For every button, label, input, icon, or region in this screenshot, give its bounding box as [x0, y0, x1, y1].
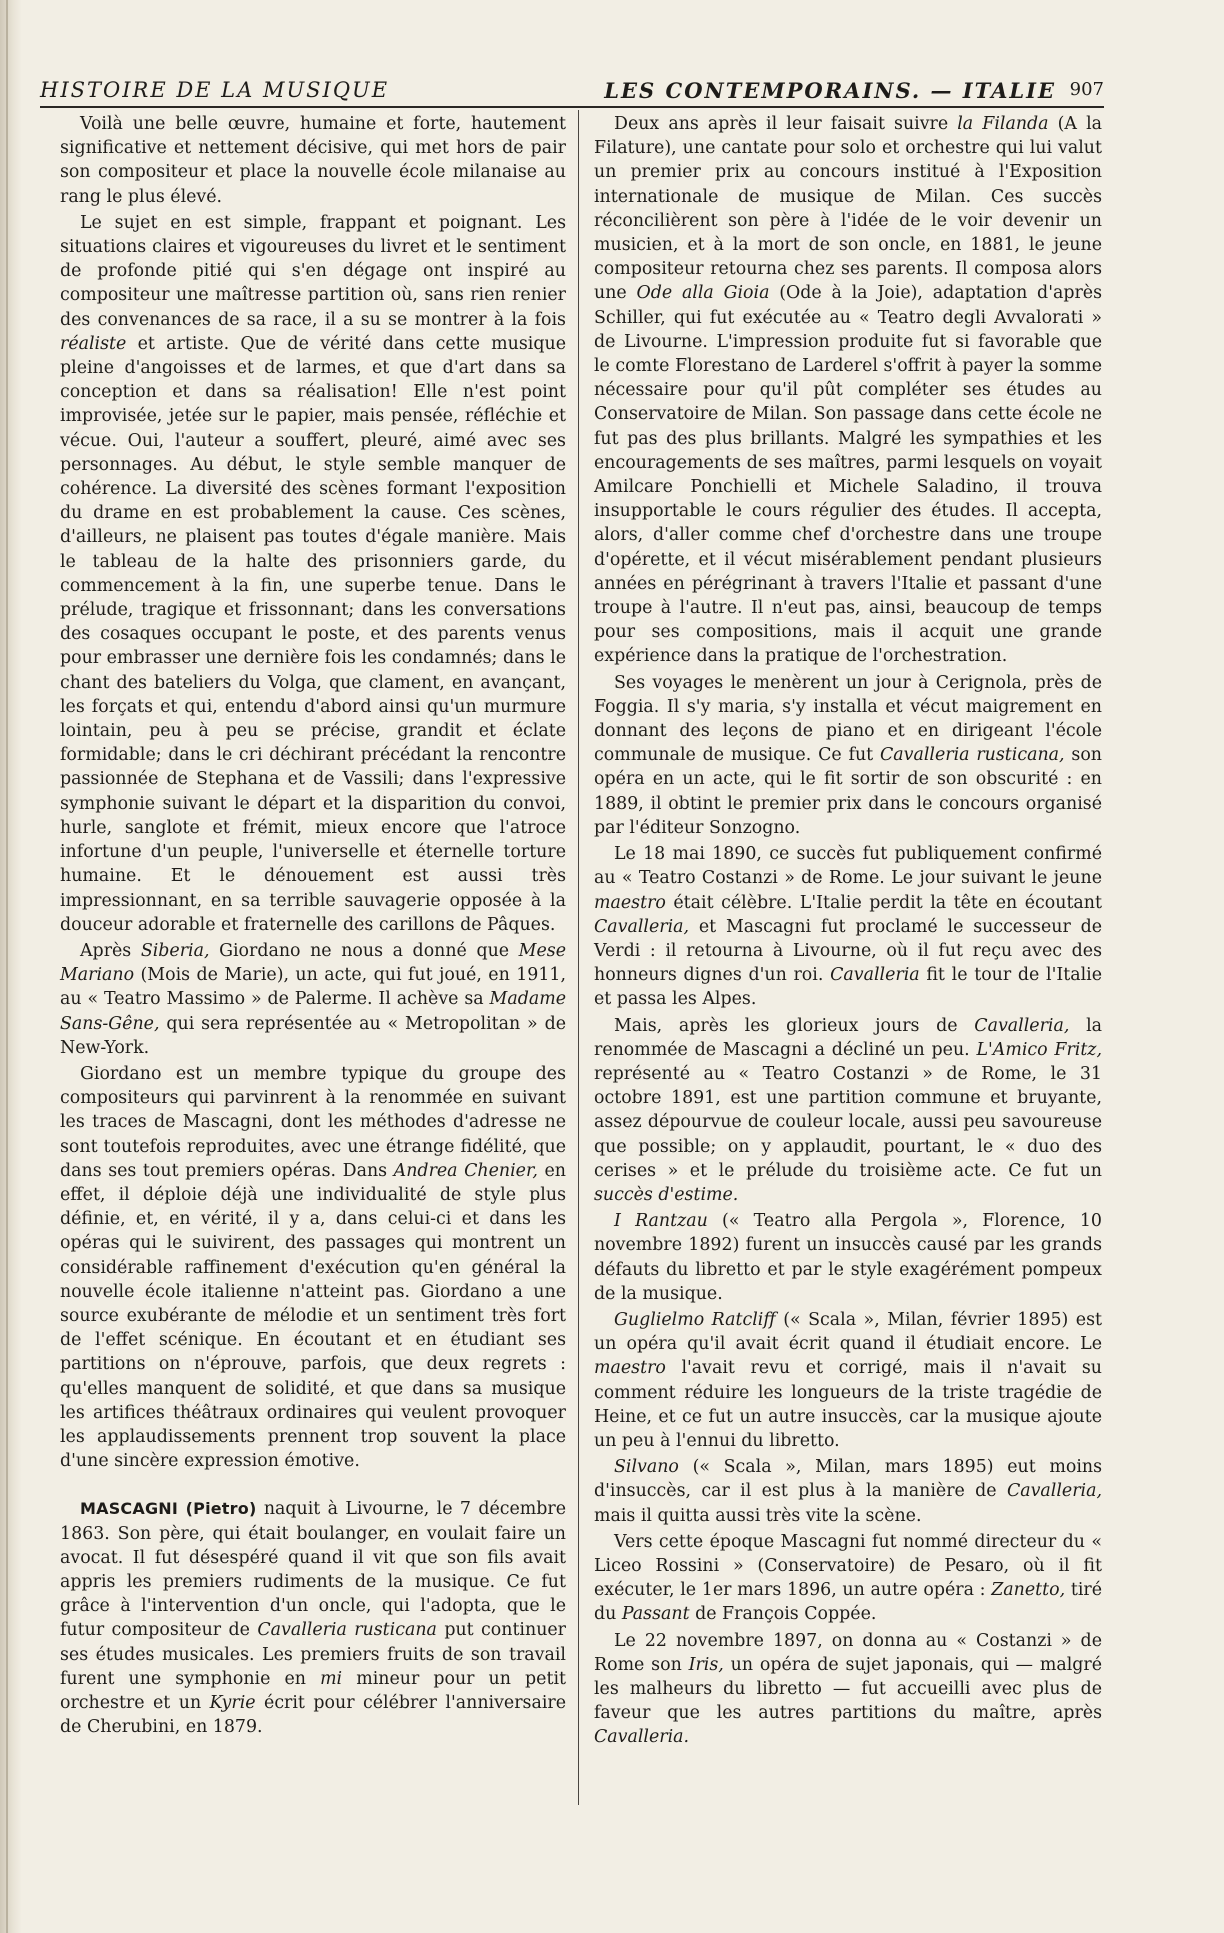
paragraph: [60, 112, 566, 209]
italic-run: maestro: [594, 892, 666, 913]
italic-run: réaliste: [60, 333, 127, 354]
column-divider: [578, 110, 579, 1805]
italic-run: mi: [320, 1668, 343, 1689]
italic-run: Cavalleria,: [1006, 1481, 1102, 1502]
text-run: (« Teatro alla Pergola », Florence, 10 novembre 1892) furent un insuccès causé par les grands défauts du libretto et par le style exagérément pompeux de la musique.: [594, 1211, 1102, 1304]
text-run: Giordano ne nous a donné que: [209, 940, 519, 961]
italic-run: la Filanda: [957, 114, 1049, 134]
text-run: put continuer ses études musicales. Les premiers fruits de son travail furent une symphonie en: [60, 1620, 566, 1689]
running-head: [40, 78, 1104, 104]
paragraph: [594, 1530, 1102, 1627]
italic-run: L'Amico Fritz,: [976, 1039, 1102, 1060]
text-run: Le 18 mai 1890, ce succès fut publiquement confirmé au « Teatro Costanzi » de Rome. Le jour suivant le jeune: [594, 844, 1102, 889]
text-run: Vers cette époque Mascagni fut nommé directeur du « Liceo Rossini » (Conservatoire) de Pesaro, où il fit exécuter, le 1er mars 1896, un autre opéra :: [594, 1531, 1102, 1601]
text-run: Giordano est un membre typique du groupe des compositeurs qui parvinrent à la renommée en suivant les traces de Mascagni, dont les méthodes d'adresse ne sont toutefois reproduites, avec une étrange fidélité, que dans ses tout premiers opéras. Dans: [60, 1063, 566, 1181]
paragraph: [594, 842, 1102, 1011]
header-rule: [40, 106, 1104, 108]
text-run: Mais, après les glorieux jours de: [614, 1015, 975, 1036]
paragraph: [60, 939, 566, 1060]
italic-run: Guglielmo Ratcliff: [614, 1309, 776, 1330]
text-run: Voilà une belle œuvre, humaine et forte, hautement significative et nettement décisive, qui met hors de pair son compositeur et place la nouvelle école milanaise au rang le plus élevé.: [60, 114, 566, 207]
left-column: [60, 112, 566, 1739]
paragraph: [594, 1014, 1102, 1208]
italic-run: Mese Mariano: [60, 940, 566, 986]
italic-run: Passant: [621, 1604, 690, 1625]
paragraph: [594, 671, 1102, 840]
italic-run: Cavalleria,: [974, 1015, 1070, 1036]
paragraph: [594, 1209, 1102, 1306]
text-run: (Ode à la Joie), adaptation d'après Schiller, qui fut exécutée au « Teatro degli Avvalorati » de Livourne. L'impression produite fut si favorable que le comte Florestano de Larderel s'offrit à payer la somme nécessaire pour qu'il pût compléter ses études au Conservatoire de Milan. Son passage dans cette école ne fut pas des plus brillants. Malgré les sympathies et les encouragements de ses maîtres, parmi lesquels on voyait Amilcare Ponchielli et Michele Saladino, il trouva insupportable le cours régulier des études. Il accepta, alors, d'aller comme chef d'orchestre dans une troupe d'opérette, et il vécut misérablement pendant plusieurs années en pérégrinant à travers l'Italie et passant d'une troupe à l'autre. Il n'eut pas, ainsi, beaucoup de temps pour ses compositions, mais il acquit une grande expérience dans la pratique de l'orchestration.: [594, 283, 1102, 667]
text-run: Le 22 novembre 1897, on donna au « Costanzi » de Rome son: [594, 1630, 1102, 1675]
text-run: mais il quitta aussi très vite la scène.: [594, 1505, 922, 1526]
italic-run: Cavalleria: [830, 965, 920, 986]
italic-run: Kyrie: [209, 1693, 256, 1713]
italic-run: I Rantzau: [614, 1211, 708, 1232]
text-run: l'avait revu et corrigé, mais il n'avait su comment réduire les longueurs de la triste tragédie de Heine, et ce fut un autre insuccès, car la musique ajoute un peu à l'ennui du libretto.: [594, 1358, 1102, 1451]
right-column: [594, 112, 1102, 1750]
composer-name: MASCAGNI (Pietro): [80, 1499, 257, 1519]
text-run: son opéra en un acte, qui le fit sortir de son obscurité : en 1889, il obtint le premier prix dans le concours organisé par l'éditeur Sonzogno.: [594, 745, 1102, 838]
text-run: la renommée de Mascagni a décliné un peu.: [594, 1015, 1102, 1060]
italic-run: maestro: [594, 1358, 666, 1379]
paragraph: [594, 1308, 1102, 1453]
text-run: (« Scala », Milan, mars 1895) eut moins d'insuccès, car il est plus à la manière de: [594, 1457, 1102, 1502]
italic-run: Iris,: [688, 1654, 724, 1675]
italic-run: Ode alla Gioia: [636, 283, 770, 304]
text-run: Deux ans après il leur faisait suivre: [614, 114, 958, 134]
text-run: un opéra de sujet japonais, qui — malgré les malheurs du libretto — fut accueilli avec plus de faveur que les autres partitions du maître, après: [594, 1654, 1103, 1724]
italic-run: Zanetto,: [991, 1580, 1066, 1601]
text-run: et artiste. Que de vérité dans cette musique pleine d'angoisses et de larmes, et que d'art dans sa conception et dans sa réalisation! Elle n'est point improvisée, jetée sur le papier, mais pensée, réfléchie et vécue. Oui, l'auteur a souffert, pleuré, aimé avec ses personnages. Au début, le style semble manquer de cohérence. La diversité des scènes formant l'exposition du drame en est probablement la cause. Ces scènes, d'ailleurs, ne plaisent pas toutes d'égale manière. Mais le tableau de la halte des prisonniers garde, du commencement à la fin, une superbe tenue. Dans le prélude, tragique et frissonnant; dans les conversations des cosaques occupant le poste, et des parents venus pour embrasser une dernière fois les condamnés; dans le chant des bateliers du Volga, que clament, en avançant, les forçats et qui, entendu d'abord ainsi qu'un murmure lointain, peu à peu se précise, grandit et éclate formidable; dans le cri déchirant précédant la rencontre passionnée de Stephana et de Vassili; dans l'expressive symphonie suivant le départ et la disparition du convoi, hurle, sanglote et frémit, mieux encore que l'atroce infortune d'un peuple, l'universelle et éternelle torture humaine. Et le dénouement est aussi très impressionnant, en sa terrible sauvagerie opposée à la douceur adorable et fraternelle des carillons de Pâques.: [60, 333, 566, 935]
paragraph: [594, 112, 1102, 669]
paragraph: [60, 1497, 566, 1739]
text-run: de François Coppée.: [689, 1604, 877, 1625]
text-run: tiré du: [594, 1580, 1102, 1625]
paragraph: [594, 1455, 1102, 1528]
italic-run: Madame Sans-Gêne,: [60, 989, 566, 1034]
text-run: mineur pour un petit orchestre et un: [60, 1668, 567, 1713]
italic-run: Cavalleria rusticana,: [880, 745, 1065, 766]
text-run: écrit pour célébrer l'anniversaire de Cherubini, en 1879.: [60, 1693, 566, 1738]
text-run: Ses voyages le menèrent un jour à Cerignola, près de Foggia. Il s'y maria, s'y installa et vécut maigrement en donnant des leçons de piano et en dirigeant l'école communale de musique. Ce fut: [594, 672, 1102, 766]
italic-run: Cavalleria,: [594, 916, 690, 937]
running-head-right: LES CONTEMPORAINS. — ITALIE: [604, 78, 1056, 103]
text-run: naquit à Livourne, le 7 décembre 1863. Son père, qui était boulanger, en voulait faire un avocat. Il fut désespéré quand il vit que son fils avait appris les premiers rudiments de la musique. Ce fut grâce à l'intervention d'un oncle, qui l'adopta, que le futur compositeur de: [60, 1499, 567, 1641]
italic-run: Andrea Chenier,: [393, 1160, 538, 1181]
text-run: fit le tour de l'Italie et passa les Alpes.: [594, 965, 1103, 1010]
italic-run: Cavalleria rusticana: [257, 1620, 437, 1641]
text-run: représenté au « Teatro Costanzi » de Rome, le 31 octobre 1891, est une partition commune et bruyante, assez dépourvue de couleur locale, aussi peu savoureuse que possible; on y applaudit, pourtant, le « duo des cerises » et le prélude du troisième acte. Ce fut un: [594, 1063, 1102, 1181]
text-run: était célèbre. L'Italie perdit la tête en écoutant: [665, 892, 1102, 913]
running-head-left: HISTOIRE DE LA MUSIQUE: [40, 78, 390, 102]
text-run: (« Scala », Milan, février 1895) est un opéra qu'il avait écrit quand il étudiait encore. Le: [594, 1309, 1102, 1355]
text-run: Après: [80, 940, 141, 961]
text-run: Le sujet en est simple, frappant et poignant. Les situations claires et vigoureuses du livret et le sentiment de profonde pitié qui s'en dégage ont inspiré au compositeur une maîtresse partition où, sans rien renier des convenances de sa race, il a su se montrer à la fois: [60, 212, 566, 330]
text-run: (A la Filature), une cantate pour solo et orchestre qui lui valut un premier prix au concours institué à l'Exposition internationale de musique de Milan. Ces succès réconcilièrent son père à l'idée de le voir devenir un musicien, et à la mort de son oncle, en 1881, le jeune compositeur retourna chez ses parents. Il composa alors une: [594, 114, 1103, 304]
text-run: et Mascagni fut proclamé le successeur de Verdi : il retourna à Livourne, où il fut reçu avec des honneurs dignes d'un roi.: [594, 916, 1102, 986]
italic-run: Siberia,: [140, 940, 210, 961]
text-run: (Mois de Marie), un acte, qui fut joué, en 1911, au « Teatro Massimo » de Palerme. Il achève sa: [60, 965, 566, 1010]
italic-run: succès d'estime.: [594, 1184, 739, 1205]
italic-run: Cavalleria.: [594, 1727, 690, 1748]
paragraph: [60, 211, 566, 937]
paragraph: [60, 1062, 566, 1473]
page-binding-edge: [0, 0, 22, 1933]
paragraph: [594, 1629, 1102, 1750]
italic-run: Silvano: [614, 1457, 679, 1478]
text-run: en effet, il déploie déjà une individualité de style plus définie, et, en vérité, il y a, dans celui-ci et dans les opéras qui le suivirent, des passages qui montrent un considérable raffinement d'exécution qu'en général la nouvelle école italienne n'atteint pas. Giordano a une source exubérante de mélodie et un sentiment très fort de l'effet scénique. En écoutant et en étudiant ses partitions on n'éprouve, parfois, que deux regrets : qu'elles manquent de solidité, et que dans sa musique les artifices théâtraux ordinaires qui veulent provoquer les applaudissements prennent trop souvent la place d'une sincère expression émotive.: [60, 1160, 566, 1472]
text-run: qui sera représentée au « Metropolitan » de New-York.: [60, 1013, 566, 1058]
page-number: 907: [1069, 79, 1104, 100]
